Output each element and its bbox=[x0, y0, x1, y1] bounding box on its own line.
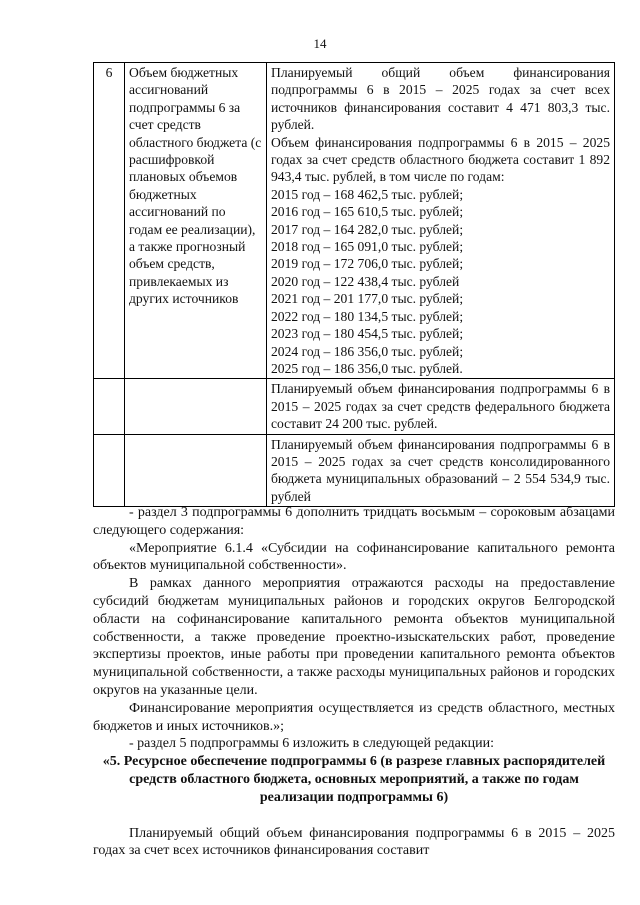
regional-budget-intro: Объем финансирования подпрограммы 6 в 2015 – 2025 годах за счет средств областного бюджета составит 1 892 943,4 тыс. рублей, в том числе по годам: bbox=[271, 134, 610, 185]
body-text bbox=[93, 504, 615, 860]
page-number: 14 bbox=[313, 36, 327, 51]
year-line: 2020 год – 122 438,4 тыс. рублей bbox=[271, 273, 460, 289]
year-line: 2018 год – 165 091,0 тыс. рублей; bbox=[271, 239, 464, 255]
year-line: 2016 год – 165 610,5 тыс. рублей; bbox=[271, 204, 464, 220]
yearly-breakdown bbox=[271, 186, 610, 377]
municipal-funding: Планируемый объем финансирования подпрограммы 6 в 2015 – 2025 годах за счет средств консолидированного бюджета муниципальных образований – 2 554 534,9 тыс. рублей bbox=[267, 434, 615, 507]
paragraph: Финансирование мероприятия осуществляется из средств областного, местных бюджетов и иных источников.»; bbox=[93, 700, 615, 734]
table-row bbox=[94, 434, 615, 507]
paragraph: - раздел 5 подпрограммы 6 изложить в следующей редакции: bbox=[129, 736, 495, 752]
year-line: 2025 год – 186 356,0 тыс. рублей. bbox=[271, 360, 463, 376]
table-row bbox=[94, 379, 615, 434]
year-line: 2017 год – 164 282,0 тыс. рублей; bbox=[271, 221, 464, 237]
financing-table bbox=[93, 62, 615, 507]
paragraph: Планируемый общий объем финансирования подпрограммы 6 в 2015 – 2025 годах за счет всех источников финансирования составит bbox=[93, 825, 615, 859]
year-line: 2019 год – 172 706,0 тыс. рублей; bbox=[271, 256, 464, 272]
year-line: 2023 год – 180 454,5 тыс. рублей; bbox=[271, 326, 464, 342]
year-line: 2022 год – 180 134,5 тыс. рублей; bbox=[271, 308, 464, 324]
row-label: Объем бюджетных ассигнований подпрограммы 6 за счет средств областного бюджета (с расшифровкой плановых объемов бюджетных ассигнований по годам ее реализации), а также прогнозный объем средств, привлекаемых из других источников bbox=[125, 63, 267, 379]
year-line: 2015 год – 168 462,5 тыс. рублей; bbox=[271, 186, 464, 202]
federal-funding: Планируемый объем финансирования подпрограммы 6 в 2015 – 2025 годах за счет средств федерального бюджета составит 24 200 тыс. рублей. bbox=[267, 379, 615, 434]
paragraph: - раздел 3 подпрограммы 6 дополнить тридцать восьмым – сороковым абзацами следующего содержания: bbox=[93, 505, 615, 538]
year-line: 2021 год – 201 177,0 тыс. рублей; bbox=[271, 291, 464, 307]
section-heading: «5. Ресурсное обеспечение подпрограммы 6 (в разрезе главных распорядителей средств областного бюджета, основных мероприятий, а также по годам реализации подпрограммы 6) bbox=[102, 754, 606, 805]
year-line: 2024 год – 186 356,0 тыс. рублей; bbox=[271, 343, 464, 359]
paragraph: «Мероприятие 6.1.4 «Субсидии на софинансирование капитального ремонта объектов муниципальной собственности». bbox=[93, 540, 615, 574]
total-financing: Планируемый общий объем финансирования подпрограммы 6 в 2015 – 2025 годах за счет всех источников финансирования составит 4 471 803,3 тыс. рублей. bbox=[271, 65, 610, 133]
row-content bbox=[267, 63, 615, 379]
row-number: 6 bbox=[94, 63, 125, 379]
paragraph: В рамках данного мероприятия отражаются расходы на предоставление субсидий бюджетам муниципальных районов и городских округов Белгородской области на софинансирование капитального ремонта объектов муниципальной собственности, а также проведение проектно-изыскательских работ, проведение экспертизы проектов, иные работы при проведении капитального ремонта объектов муниципальной собственности, а также расходы муниципальных районов и городских округов на указанные цели. bbox=[93, 576, 615, 698]
table-row bbox=[94, 63, 615, 379]
